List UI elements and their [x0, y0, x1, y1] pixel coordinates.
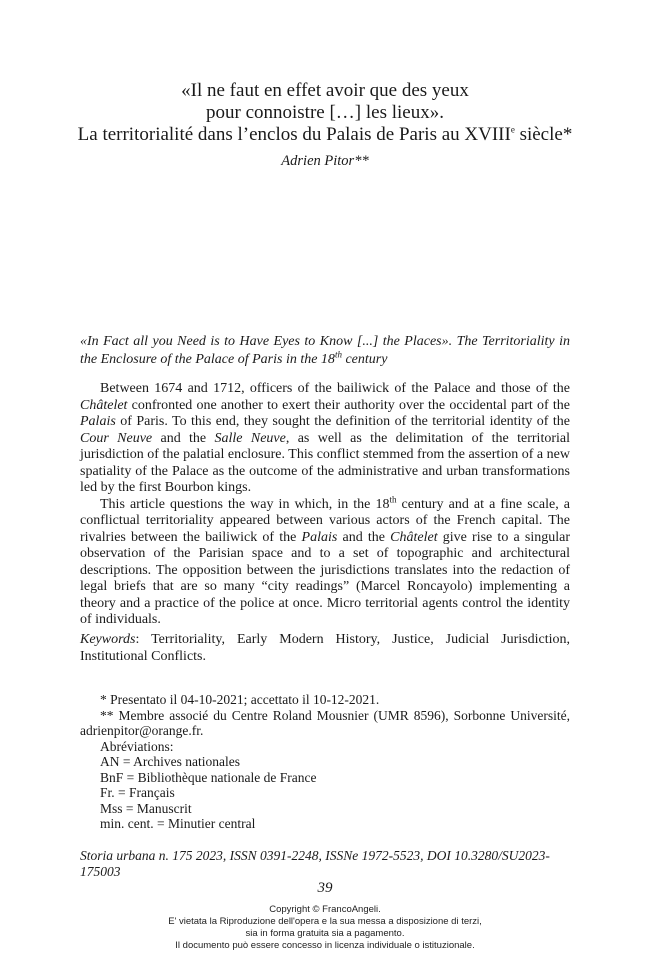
abstract-paragraph-2	[80, 493, 570, 629]
abstract-p1-run-1: Châtelet	[80, 397, 128, 413]
page-number: 39	[317, 880, 333, 896]
title-line-3-end: siècle*	[514, 124, 573, 145]
footnotes	[80, 692, 570, 832]
abbreviation-item: Mss = Manuscrit	[100, 800, 192, 816]
copyright-line: sia in forma gratuita sia a pagamento.	[245, 928, 405, 939]
keywords-text: : Territoriality, Early Modern History, Justice, Judicial Jurisdiction, Institutional Conflicts.	[80, 632, 570, 664]
abstract-p2-run-5: Châtelet	[390, 529, 438, 545]
keywords-label: Keywords	[80, 632, 136, 647]
abbreviation-item: min. cent. = Minutier central	[100, 816, 256, 831]
abstract-p1-run-2: confronted one another to exert their authority over the occidental part of the	[127, 397, 570, 413]
title-line-3	[60, 124, 590, 146]
abstract	[80, 381, 570, 629]
english-title-part-1: «In Fact all you Need is to Have Eyes to Know [...] the Places». The Territoriality in the Enclosure of the Palace of Paris in the 18	[80, 334, 570, 367]
title-line-2: pour connoistre […] les lieux».	[206, 102, 444, 123]
copyright-notice	[0, 904, 650, 952]
abstract-p1-run-0: Between 1674 and 1712, officers of the bailiwick of the Palace and those of the	[100, 381, 570, 396]
abstract-p1-run-8: , as well as the delimitation of the territorial jurisdiction of the palatial enclosure. This conflict stemmed from the assertion of a new spatiality of the Palace as the outcome of the administrative and urban transformations led by the first Bourbon kings.	[80, 430, 570, 495]
abbreviation-item: Fr. = Français	[100, 785, 175, 800]
english-title-part-2: century	[341, 352, 388, 367]
abstract-p1-run-6: and the	[152, 430, 215, 446]
english-title	[80, 333, 570, 369]
keywords	[80, 632, 570, 665]
english-title-superscript: th	[334, 349, 342, 360]
abstract-p2-run-4: and the	[337, 529, 391, 545]
journal-citation: Storia urbana n. 175 2023, ISSN 0391-2248, ISSNe 1972-5523, DOI 10.3280/SU2023-175003	[80, 848, 550, 879]
article-title	[60, 80, 590, 146]
footnote-1: * Presentato il 04-10-2021; accettato il 10-12-2021.	[100, 692, 380, 707]
title-superscript: e	[510, 124, 515, 135]
abstract-p1-run-3: Palais	[80, 414, 116, 429]
abstract-paragraph-1	[80, 381, 570, 497]
abbreviation-item: BnF = Bibliothèque nationale de France	[100, 769, 317, 785]
author-name: Adrien Pitor**	[281, 153, 369, 169]
copyright-line: Copyright © FrancoAngeli.	[269, 904, 381, 915]
abbreviations-list	[80, 754, 570, 832]
abstract-p1-run-5: Cour Neuve	[80, 430, 153, 446]
title-line-3-text: La territorialité dans l’enclos du Palais de Paris au XVIII	[77, 124, 511, 145]
abstract-p2-run-3: Palais	[301, 529, 338, 545]
footnote-2: ** Membre associé du Centre Roland Mousnier (UMR 8596), Sorbonne Université, adrienpitor@orange.fr.	[80, 707, 570, 738]
abbreviation-item: AN = Archives nationales	[100, 754, 240, 769]
abstract-p2-run-0: This article questions the way in which, in the 18	[100, 496, 390, 512]
abbreviations-title: Abréviations:	[100, 738, 174, 754]
abstract-p2-run-2: century and at a fine scale, a conflictual territoriality appeared between various actors of the French capital. The rivalries between the bailiwick of the	[80, 496, 570, 545]
copyright-line: Il documento può essere concesso in licenza individuale o istituzionale.	[175, 940, 475, 951]
abstract-p1-run-4: of Paris. To this end, they sought the definition of the territorial identity of the	[115, 414, 570, 429]
abstract-p1-run-7: Salle Neuve	[214, 430, 286, 446]
abstract-p2-run-6: give rise to a singular observation of the Parisian space and to a set of topographic and architectural descriptions. The opposition between the jurisdictions translates into the redaction of legal briefs that are so many “city readings” (Marcel Roncayolo) implementing a theory and a practice of the police at once. Micro territorial agents control the identity of individuals.	[80, 529, 570, 627]
abstract-p2-run-1: th	[389, 493, 397, 504]
title-line-1: «Il ne faut en effet avoir que des yeux	[181, 80, 469, 101]
copyright-line: E' vietata la Riproduzione dell'opera e la sua messa a disposizione di terzi,	[168, 916, 482, 927]
